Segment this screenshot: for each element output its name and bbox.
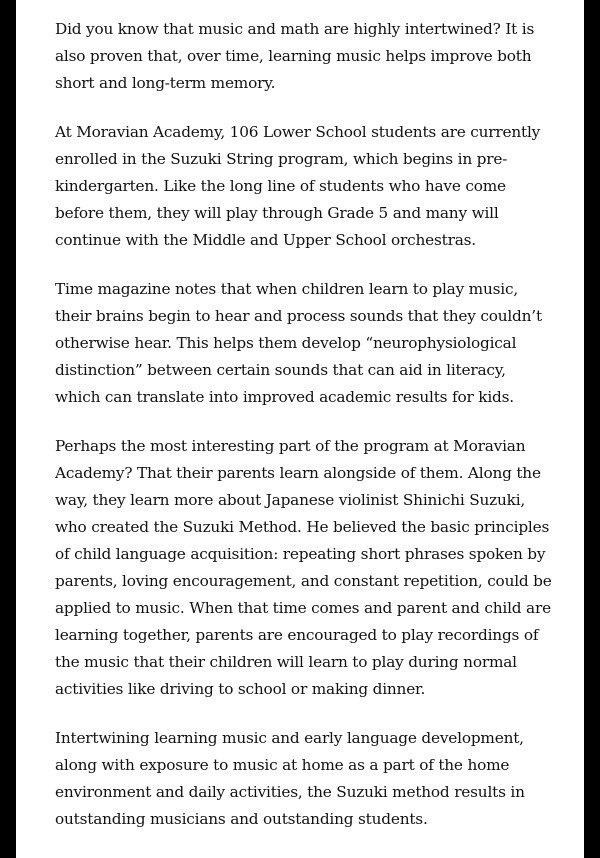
paragraph-time-magazine: Time magazine notes that when children learn to play music, their brains begin to hear and process sounds that they couldn’t otherwise hear. This helps them develop “neurophysiological distinction” between certain sounds that can aid in literacy, which can translate into improved academic results for kids. — [55, 280, 542, 406]
paragraph-parents-learn: Perhaps the most interesting part of the program at Moravian Academy? That their parents learn alongside of them. Along the way, they learn more about Japanese violinist Shinichi Suzuki, who created the Suzuki Method. He believed the basic principles of child language acquisition: repeating short phrases spoken by parents, loving encouragement, and constant repetition, could be applied to music. When that time comes and parent and child are learning together, parents are encouraged to play recordings of the music that their children will learn to play during normal activities like driving to school or making dinner. — [55, 437, 552, 698]
article-page — [16, 0, 584, 858]
article-body — [55, 16, 555, 855]
paragraph-music-math: Did you know that music and math are highly intertwined? It is also proven that, over time, learning music helps improve both short and long-term memory. — [55, 20, 535, 92]
paragraph-conclusion: Intertwining learning music and early language development, along with exposure to music at home as a part of the home environment and daily activities, the Suzuki method results in outstanding musicians and outstanding students. — [55, 729, 525, 828]
paragraph-moravian-program: At Moravian Academy, 106 Lower School students are currently enrolled in the Suzuki String program, which begins in pre-kindergarten. Like the long line of students who have come before them, they will play through Grade 5 and many will continue with the Middle and Upper School orchestras. — [55, 123, 541, 249]
